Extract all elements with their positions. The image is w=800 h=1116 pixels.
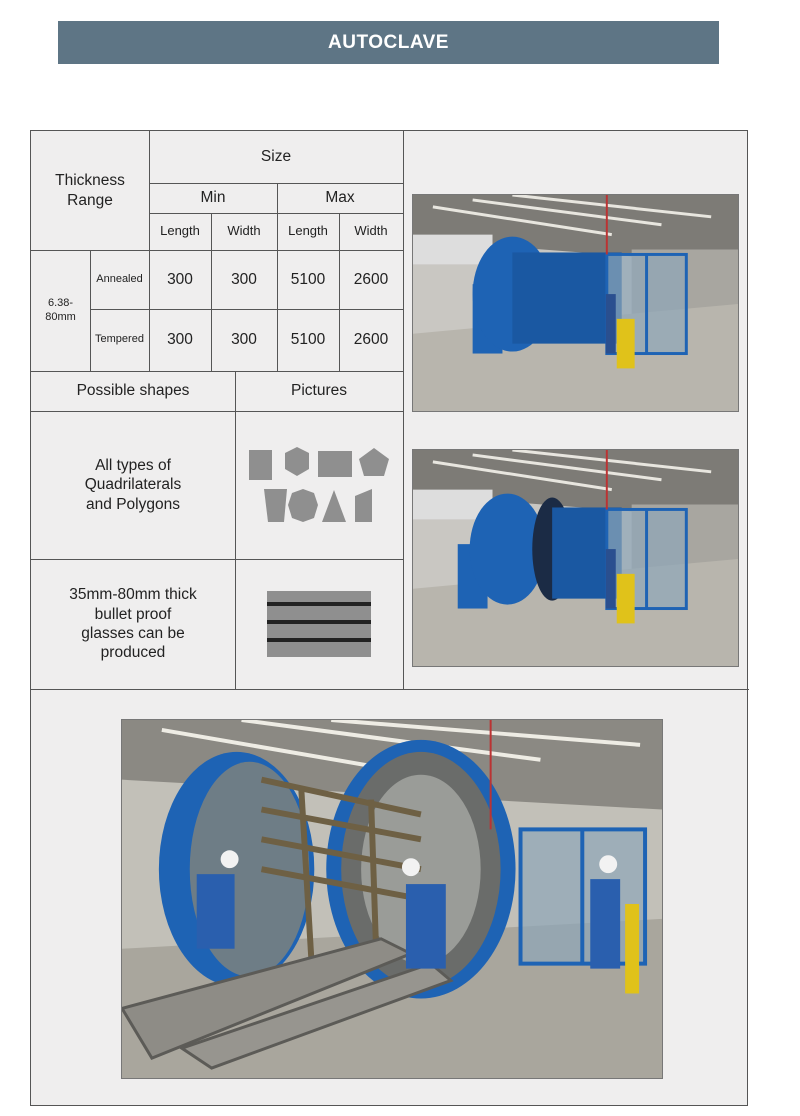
max-width-header	[339, 213, 403, 250]
divider	[403, 131, 404, 689]
table-cell	[211, 309, 277, 371]
pictures-header	[235, 371, 403, 411]
min-length-value: 300	[167, 270, 193, 288]
laminated-glass-picture	[235, 559, 403, 689]
width-label: Width	[354, 223, 388, 239]
possible-shapes-label: Possible shapes	[76, 382, 190, 400]
max-length-header	[277, 213, 339, 250]
spec-panel	[30, 130, 748, 1106]
thickness-value	[31, 250, 90, 371]
shapes-description	[31, 411, 235, 559]
pictures-label: Pictures	[291, 382, 347, 400]
min-header	[149, 183, 277, 213]
max-width-value: 2600	[353, 270, 389, 288]
autoclave-photo-2	[412, 449, 739, 667]
page-title: AUTOCLAVE	[328, 31, 449, 53]
width-label: Width	[227, 223, 261, 239]
laminated-layers-icon	[267, 591, 371, 657]
table-cell	[211, 250, 277, 309]
table-cell	[149, 250, 211, 309]
autoclave-photo-1	[412, 194, 739, 412]
size-label: Size	[260, 148, 292, 166]
min-width-value: 300	[231, 270, 257, 288]
glass-type-tempered	[90, 309, 149, 371]
table-cell	[149, 309, 211, 371]
min-length-header	[149, 213, 211, 250]
max-width-value: 2600	[353, 331, 389, 349]
glass-type-label: Tempered	[95, 333, 144, 346]
max-length-value: 5100	[290, 331, 326, 349]
size-header	[149, 131, 403, 183]
min-width-header	[211, 213, 277, 250]
bulletproof-description	[31, 559, 235, 689]
bulletproof-text: 35mm-80mm thick bullet proof glasses can be produced	[69, 586, 197, 662]
autoclave-image	[413, 195, 738, 411]
max-label: Max	[325, 189, 355, 207]
glass-type-annealed	[90, 250, 149, 309]
thickness-range-header	[31, 131, 149, 250]
polygon-shapes-icon	[244, 440, 394, 530]
length-label: Length	[288, 223, 328, 239]
shapes-pictures	[235, 411, 403, 559]
table-cell	[339, 250, 403, 309]
min-width-value: 300	[231, 331, 257, 349]
autoclave-photo-large	[121, 719, 663, 1079]
table-cell	[277, 309, 339, 371]
autoclave-image	[122, 720, 662, 1078]
table-cell	[277, 250, 339, 309]
min-length-value: 300	[167, 331, 193, 349]
autoclave-image	[413, 450, 738, 666]
thickness-value-text: 6.38-80mm	[45, 296, 76, 323]
page-title-banner	[58, 21, 719, 64]
shapes-text: All types of Quadrilaterals and Polygons	[84, 456, 182, 513]
thickness-range-label: Thickness Range	[55, 172, 125, 209]
max-header	[277, 183, 403, 213]
divider	[31, 689, 749, 690]
min-label: Min	[200, 189, 226, 207]
max-length-value: 5100	[290, 270, 326, 288]
length-label: Length	[160, 223, 200, 239]
possible-shapes-header	[31, 371, 235, 411]
glass-type-label: Annealed	[96, 272, 143, 285]
table-cell	[339, 309, 403, 371]
